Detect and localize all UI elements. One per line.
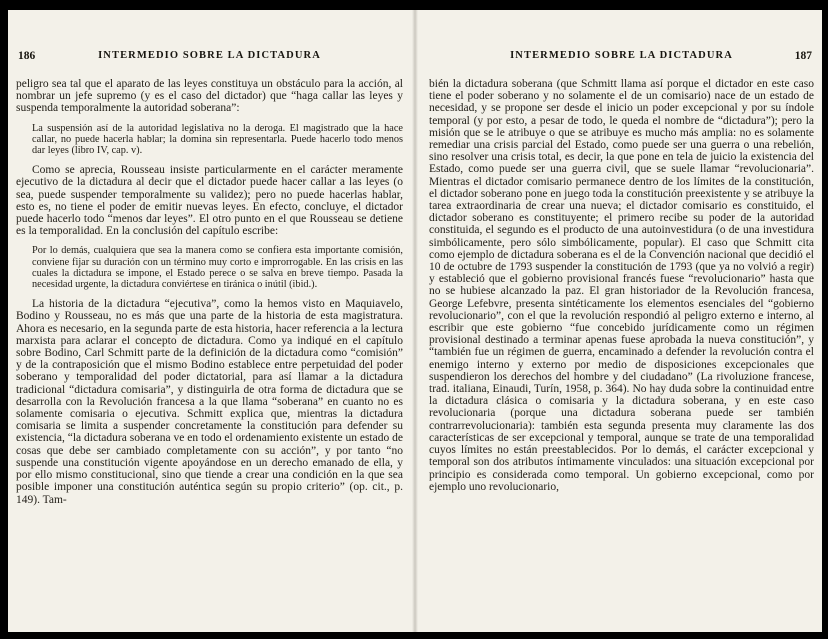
paragraph: La historia de la dictadura “ejecutiva”, como la hemos visto en Maquiavelo, Bodino y Rousseau, no es más que una parte de la historia de esta magistratura. Ahora es necesario, en la segunda parte de esta historia, hacer referencia a la lectura marxista para aclarar el concepto de dictadura. Como ya indiqué en el capítulo sobre Bodino, Carl Schmitt parte de la definición de la dictadura como “comisión” y de la contraposición que el mismo Bodino establece entre perpetuidad del poder soberano y temporalidad del poder dictatorial, para así llamar a la dictadura tradicional “dictadura comisaria”, y distinguirla de otra forma de dictadura que se desarrolla con la Revolución francesa a la que llama “soberana” en cuanto no es solamente comisaria o ejecutiva. Schmitt explica que, mientras la dictadura comisaria se limita a suspender concretamente la constitución para defender su existencia, “la dictadura soberana ve en todo el ordenamiento existente un estado de cosas que debe ser cambiado completamente con su acción”, y por tanto “no suspende una constitución vigente apoyándose en un derecho emanado de ella, y por ello mismo constitucional, sino que tiende a crear una condición en la que sea posible imponer una constitución auténtica según su propio criterio” (op. cit., p. 149). Tam- xyxy=(16,298,403,506)
right-page xyxy=(415,10,822,632)
right-running-title: INTERMEDIO SOBRE LA DICTADURA xyxy=(510,50,733,61)
book-spread xyxy=(8,10,822,632)
block-quote: La suspensión así de la autoridad legislativa no la deroga. El magistrado que la hace callar, no puede hacerla hablar; la domina sin representarla. Puede hacerlo todo menos dar leyes (libro IV, cap. v). xyxy=(32,122,403,157)
left-page-number: 186 xyxy=(18,50,36,62)
paragraph: bién la dictadura soberana (que Schmitt llama así porque el dictador en este caso tiene el poder soberano y no solamente el de un comisario) nace de un estado de necesidad, y se propone ser desde el inicio un poder excepcional y por su índole temporal (y por esto, a pesar de todo, le queda el nombre de “dictadura”); pero la misión que se le atribuye o que se atribuye es mucho más amplia: no es solamente remediar una crisis parcial del Estado, como puede ser una guerra o una rebelión, sino resolver una crisis total, es decir, la que pone en tela de juicio la existencia del Estado, como puede ser una guerra civil, que se suele llamar “revolucionaria”. Mientras el dictador comisario permanece dentro de los límites de la constitución, el dictador soberano pone en juego toda la constitución preexistente y se atribuye la tarea extraordinaria de crear una nueva; el dictador comisario es constituido, el dictador soberano es constituyente; el primero recibe su poder de la autoridad constituida, el segundo es el producto de una autoinvestidura (o de una investidura simbólicamente, pero sólo simbólicamente, popular). El caso que Schmitt cita como ejemplo de dictadura soberana es el de la Convención nacional que decidió el 10 de octubre de 1793 suspender la constitución de 1793 (que ya no volvió a regir) y estableció que el gobierno provisional francés fuese “revolucionario” hasta que no se hubiese alcanzado la paz. El gran historiador de la Revolución francesa, George Lefebvre, presenta sintéticamente los elementos esenciales del “gobierno revolucionario”, con el que la revolución respondió al peligro externo e interno, al escribir que este gobierno “fue concebido jurídicamente como un régimen provisional destinado a terminar apenas fuese aprobada la nueva constitución”, y “también fue un régimen de guerra, encaminado a defender la revolución contra el enemigo interno y externo por medio de disposiciones excepcionales que suspendieron los derechos del hombre y del ciudadano” (La rivoluzione francese, trad. italiana, Einaudi, Turín, 1958, p. 364). No hay duda sobre la continuidad entre la dictadura clásica o comisaria y la dictadura soberana, y en este caso revolucionaria (porque una dictadura soberana puede ser también contrarrevolucionaria): también esta segunda presenta muy claramente las dos características de ser excepcional y temporal, aunque se trate de una temporalidad cuyos límites no están preestablecidos. Por lo demás, el carácter excepcional y temporal son dos atributos íntimamente vinculados: una situación excepcional por principio es considerada como temporal. Un gobierno excepcional, como por ejemplo uno revolucionario, xyxy=(429,78,814,493)
right-page-number: 187 xyxy=(794,50,812,62)
block-quote: Por lo demás, cualquiera que sea la manera como se confiera esta importante comisión, conviene fijar su duración con un término muy corto e improrrogable. En las crisis en las cuales la dictadura se impone, el Estado perece o se salva en breve tiempo. Pasada la necesidad urgente, la dictadura conviértese en tiránica o inútil (ibid.). xyxy=(32,245,403,291)
right-page-body xyxy=(429,78,814,493)
paragraph: peligro sea tal que el aparato de las leyes constituya un obstáculo para la acción, al nombrar un jefe supremo (y es el caso del dictador) que “haga callar las leyes y suspenda temporalmente la autoridad soberana”: xyxy=(16,78,403,115)
paragraph: Como se aprecia, Rousseau insiste particularmente en el carácter meramente ejecutivo de la dictadura al decir que el dictador puede hacer callar a las leyes (o sea, puede suspender temporalmente su validez); pero no puede hacerlas hablar, esto es, no tiene el poder de emitir nuevas leyes. En efecto, concluye, el dictador puede hacerlo todo “menos dar leyes”. El otro punto en el que Rousseau se detiene es la temporalidad. En la conclusión del capítulo escribe: xyxy=(16,164,403,238)
left-page-body xyxy=(16,78,403,506)
left-running-title: INTERMEDIO SOBRE LA DICTADURA xyxy=(98,50,321,61)
left-page xyxy=(8,10,415,632)
right-page-header xyxy=(429,50,814,65)
left-page-header xyxy=(16,50,403,65)
